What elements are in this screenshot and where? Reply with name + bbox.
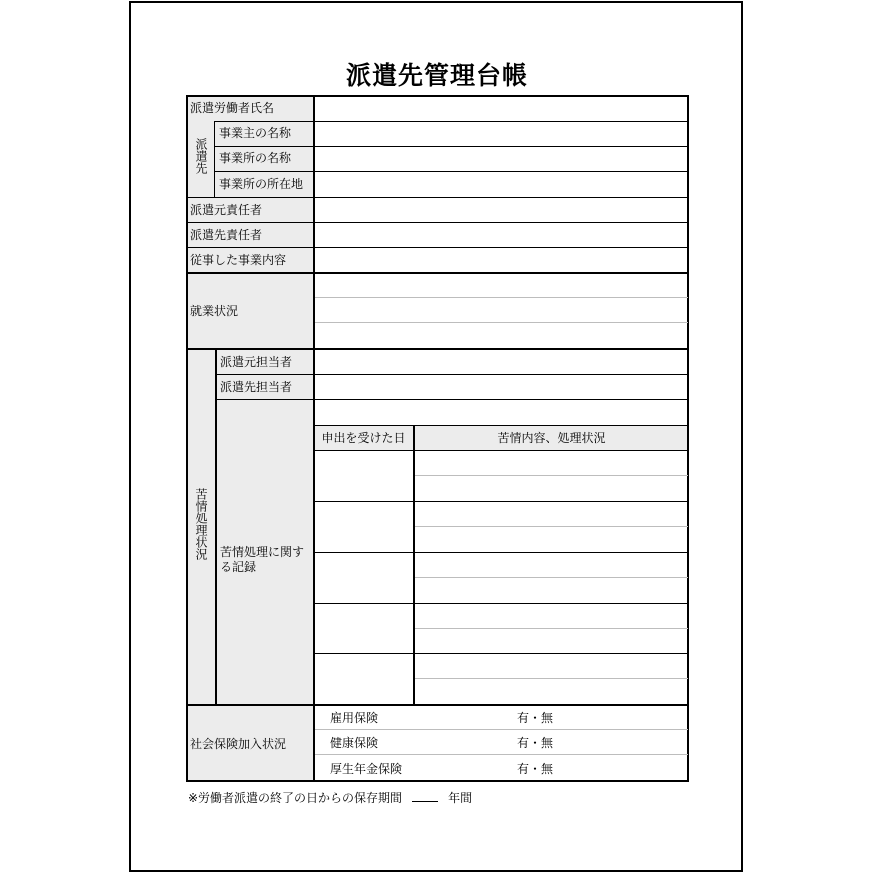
insurance-item-status: 有・無: [517, 762, 554, 776]
label-dest-staff: 派遣先担当者: [220, 380, 293, 394]
label-office-address: 事業所の所在地: [219, 177, 304, 191]
column-header-content: 苦情内容、処理状況: [497, 431, 606, 445]
label-work-content: 従事した事業内容: [190, 253, 287, 267]
label-office-name: 事業所の名称: [219, 151, 292, 165]
label-origin-staff: 派遣元担当者: [220, 355, 293, 369]
retention-years-blank: [412, 792, 438, 802]
retention-note-unit: 年間: [448, 791, 473, 805]
column-header-date: 申出を受けた日: [321, 431, 406, 445]
insurance-item-name: 雇用保険: [330, 711, 379, 725]
label-worker-name: 派遣労働者氏名: [190, 101, 275, 115]
label-dest-manager: 派遣先責任者: [190, 228, 263, 242]
insurance-item-status: 有・無: [517, 711, 554, 725]
label-employer-name: 事業主の名称: [219, 126, 292, 140]
label-dispatch-destination: 派遣先: [194, 138, 208, 174]
retention-note-text: ※労働者派遣の終了の日からの保存期間: [188, 791, 403, 805]
document-title: 派遣先管理台帳: [345, 61, 528, 90]
insurance-item-name: 健康保険: [330, 736, 379, 750]
label-insurance: 社会保険加入状況: [190, 737, 287, 751]
insurance-item-status: 有・無: [517, 736, 554, 750]
label-complaint-record: 苦情処理に関する記録: [220, 545, 305, 574]
retention-note: [188, 789, 472, 806]
label-complaint-status: 苦情処理状況: [194, 488, 208, 560]
insurance-item-name: 厚生年金保険: [330, 762, 403, 776]
label-origin-manager: 派遣元責任者: [190, 203, 263, 217]
label-work-status: 就業状況: [190, 304, 239, 318]
